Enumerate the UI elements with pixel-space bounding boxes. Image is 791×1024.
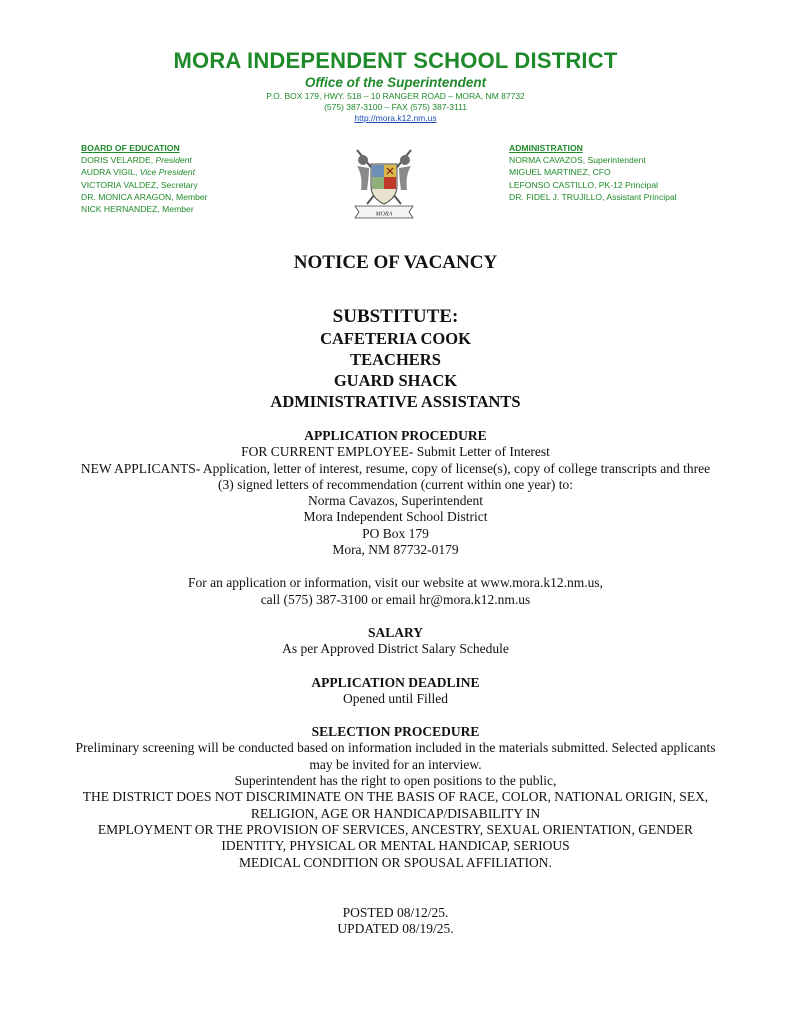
salary-heading: SALARY <box>367 624 424 640</box>
updated-date: UPDATED 08/19/25. <box>337 921 454 937</box>
district-crest-logo <box>349 146 419 224</box>
administrator: MIGUEL MARTINEZ, CFO <box>509 167 611 178</box>
position-title: CAFETERIA COOK <box>320 329 471 348</box>
new-applicant-instructions-cont: (3) signed letters of recommendation (current within one year) to: <box>217 476 573 492</box>
administration-heading: ADMINISTRATION <box>509 143 583 153</box>
selection-line: RELIGION, AGE OR HANDICAP/DISABILITY IN <box>250 805 541 821</box>
new-applicant-instructions: NEW APPLICANTS- Application, letter of interest, resume, copy of license(s), copy of college transcripts and three <box>80 460 711 476</box>
deadline-text: Opened until Filled <box>343 690 448 706</box>
administration <box>509 142 677 203</box>
selection-line: Superintendent has the right to open positions to the public, <box>234 773 557 789</box>
selection-line: EMPLOYMENT OR THE PROVISION OF SERVICES, ANCESTRY, SEXUAL ORIENTATION, GENDER <box>97 821 694 837</box>
position-title: ADMINISTRATIVE ASSISTANTS <box>270 392 521 411</box>
district-address: P.O. BOX 179, HWY. 518 – 10 RANGER ROAD – MORA, NM 87732 <box>266 91 525 101</box>
vacancy-notice <box>0 252 791 937</box>
selection-line: IDENTITY, PHYSICAL OR MENTAL HANDICAP, SERIOUS <box>221 838 570 854</box>
selection-line: Preliminary screening will be conducted based on information included in the materials submitted. Selected applicants <box>75 740 716 756</box>
mailing-address-line: PO Box 179 <box>362 525 429 541</box>
board-member: NICK HERNANDEZ, Member <box>81 204 194 215</box>
posted-date: POSTED 08/12/25. <box>342 904 449 920</box>
substitute-heading: SUBSTITUTE: <box>332 306 459 327</box>
mailing-address-line: Mora Independent School District <box>303 509 488 525</box>
application-procedure-heading: APPLICATION PROCEDURE <box>304 428 487 443</box>
letterhead <box>0 48 791 124</box>
district-phone-fax: (575) 387-3100 – FAX (575) 387-3111 <box>324 102 467 112</box>
selection-procedure-heading: SELECTION PROCEDURE <box>311 724 480 740</box>
selection-line: THE DISTRICT DOES NOT DISCRIMINATE ON THE BASIS OF RACE, COLOR, NATIONAL ORIGIN, SEX, <box>82 789 709 805</box>
current-employee-instructions: FOR CURRENT EMPLOYEE- Submit Letter of Interest <box>241 444 550 460</box>
selection-line: MEDICAL CONDITION OR SPOUSAL AFFILIATION. <box>239 854 552 870</box>
position-title: GUARD SHACK <box>333 371 458 390</box>
position-title: TEACHERS <box>350 350 441 369</box>
crest-banner-text: MORA <box>375 211 393 218</box>
salary-text: As per Approved District Salary Schedule <box>282 641 509 657</box>
administrator: LEFONSO CASTILLO, PK-12 Principal <box>509 179 659 190</box>
district-website-link[interactable]: http://mora.k12.nm.us <box>354 113 437 123</box>
office-title: Office of the Superintendent <box>304 75 487 90</box>
administrator: DR. FIDEL J. TRUJILLO, Assistant Principal <box>509 191 677 202</box>
deadline-heading: APPLICATION DEADLINE <box>311 674 480 690</box>
application-contact: call (575) 387-3100 or email hr@mora.k12.nm.us <box>260 591 531 607</box>
board-member: AUDRA VIGIL, Vice President <box>81 167 196 178</box>
administrator: NORMA CAVAZOS, Superintendent <box>509 155 646 166</box>
mailing-address-line: Norma Cavazos, Superintendent <box>307 493 484 509</box>
board-of-education <box>81 142 208 215</box>
board-member: DR. MONICA ARAGON, Member <box>81 191 208 202</box>
mailing-address-line: Mora, NM 87732-0179 <box>332 542 459 558</box>
board-member: DORIS VELARDE, President <box>81 155 192 166</box>
selection-line: may be invited for an interview. <box>309 756 482 772</box>
notice-title: NOTICE OF VACANCY <box>293 252 498 273</box>
application-info: For an application or information, visit our website at www.mora.k12.nm.us, <box>188 575 603 591</box>
board-heading: BOARD OF EDUCATION <box>81 143 180 153</box>
board-member: VICTORIA VALDEZ, Secretary <box>81 179 198 190</box>
district-name: MORA INDEPENDENT SCHOOL DISTRICT <box>173 48 618 73</box>
